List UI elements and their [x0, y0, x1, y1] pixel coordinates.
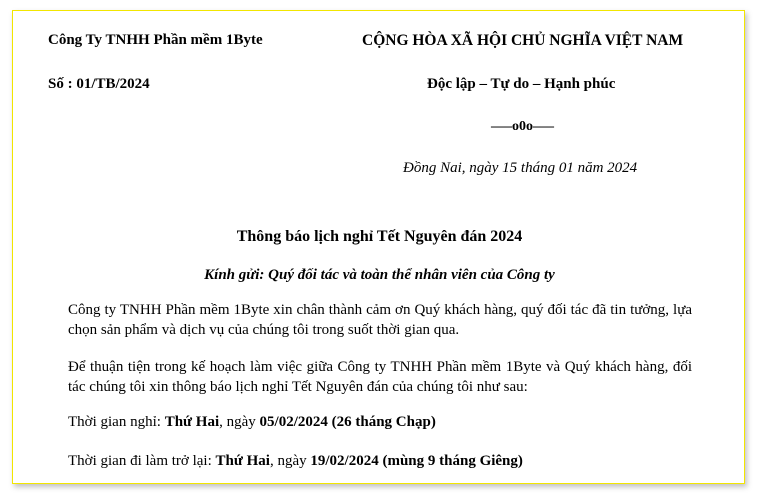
return-weekday: Thứ Hai [215, 453, 270, 469]
return-date: 19/02/2024 (mùng 9 tháng Giêng) [310, 453, 523, 469]
company-name: Công Ty TNHH Phần mềm 1Byte [48, 32, 263, 48]
leave-date: 05/02/2024 (26 tháng Chạp) [259, 414, 436, 430]
recipient-line: Kính gửi: Quý đối tác và toàn thể nhân viên của Công ty [204, 267, 555, 283]
national-motto: Độc lập – Tự do – Hạnh phúc [427, 76, 616, 92]
paragraph-thanks: Công ty TNHH Phần mềm 1Byte xin chân thành cảm ơn Quý khách hàng, quý đối tác đã tin tưởng, lựa chọn sản phẩm và dịch vụ của chúng tôi trong suốt thời gian qua. [68, 302, 692, 338]
leave-mid: , ngày [219, 414, 260, 430]
return-mid: , ngày [269, 453, 311, 469]
place-and-date: Đồng Nai, ngày 15 tháng 01 năm 2024 [403, 160, 638, 176]
document-number: Số : 01/TB/2024 [48, 76, 150, 92]
leave-date-line [68, 414, 436, 431]
notice-title: Thông báo lịch nghỉ Tết Nguyên đán 2024 [236, 228, 523, 245]
leave-label: Thời gian nghỉ: [68, 414, 165, 430]
leave-weekday: Thứ Hai [164, 414, 220, 430]
paragraph-announcement: Để thuận tiện trong kế hoạch làm việc giữa Công ty TNHH Phần mềm 1Byte và Quý khách hàng, đối tác chúng tôi xin thông báo lịch nghỉ Tết Nguyên đán của chúng tôi như sau: [68, 359, 692, 395]
motto-ornament: –––o0o––– [491, 119, 554, 134]
return-date-line [68, 453, 523, 470]
document-page [12, 10, 745, 484]
return-label: Thời gian đi làm trở lại: [68, 453, 216, 469]
nation-title: CỘNG HÒA XÃ HỘI CHỦ NGHĨA VIỆT NAM [362, 32, 684, 49]
